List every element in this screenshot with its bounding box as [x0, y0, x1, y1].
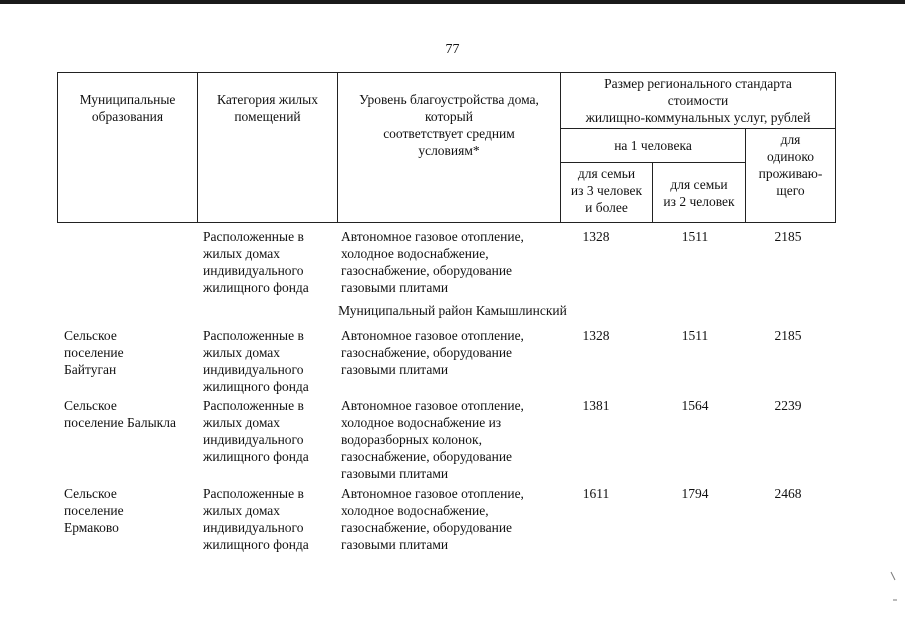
value-family-2: 1564 [681, 398, 709, 413]
category-cell [203, 228, 331, 296]
cell-line: индивидуального [203, 520, 304, 535]
header-single [746, 129, 836, 223]
level-cell [341, 228, 556, 296]
cell-line: Сельское [64, 328, 117, 343]
cell-line: индивидуального [203, 263, 304, 278]
header-text: щего [776, 183, 805, 198]
cell-line: жилых домах [203, 345, 281, 360]
cell-line: поселение [64, 345, 124, 360]
cell-line: газовыми плитами [341, 466, 449, 481]
header-text: Уровень благоустройства дома, [359, 92, 539, 107]
municipality-cell [64, 397, 194, 431]
header-text: и более [585, 200, 628, 215]
category-cell [203, 485, 331, 553]
header-text: Размер регионального стандарта [604, 76, 792, 91]
cell-line: Автономное газовое отопление, [341, 328, 524, 343]
cell-line: индивидуального [203, 432, 304, 447]
level-cell [341, 485, 556, 553]
header-text: который [425, 109, 473, 124]
value-family-3: 1611 [582, 486, 610, 501]
scan-top-border [0, 0, 905, 4]
category-cell [203, 327, 331, 395]
value-family-3: 1328 [582, 328, 610, 343]
header-text: Муниципальные [79, 92, 176, 107]
municipality-cell [64, 327, 194, 378]
cell-line: газовыми плитами [341, 362, 449, 377]
header-standard-size [561, 73, 836, 129]
cell-line: жилищного фонда [203, 537, 309, 552]
cell-line: Автономное газовое отопление, [341, 398, 524, 413]
cell-line: жилищного фонда [203, 449, 309, 464]
cell-line: холодное водоснабжение из [341, 415, 502, 430]
header-text: проживаю- [758, 166, 823, 181]
cell-line: Расположенные в [203, 328, 304, 343]
header-level [338, 73, 561, 223]
value-family-2: 1511 [681, 229, 709, 244]
cell-line: газоснабжение, оборудование [341, 449, 513, 464]
header-text: образования [91, 109, 164, 124]
cell-line: Байтуган [64, 362, 117, 377]
header-text: помещений [234, 109, 301, 124]
cell-line: жилых домах [203, 246, 281, 261]
value-family-3: 1328 [582, 229, 610, 244]
cell-line: жилых домах [203, 503, 281, 518]
header-per-person: на 1 человека [561, 129, 746, 163]
value-family-2: 1511 [681, 328, 709, 343]
cell-line: холодное водоснабжение, [341, 503, 489, 518]
header-text: жилищно-коммунальных услуг, рублей [585, 110, 811, 125]
value-family-2: 1794 [681, 486, 709, 501]
header-text: соответствует средним [383, 126, 515, 141]
table-header [57, 72, 836, 223]
value-single: 2468 [774, 486, 802, 501]
cell-line: Автономное газовое отопление, [341, 229, 524, 244]
level-cell [341, 397, 556, 482]
category-cell [203, 397, 331, 465]
cell-line: газоснабжение, оборудование [341, 345, 513, 360]
cell-line: холодное водоснабжение, [341, 246, 489, 261]
page-number: 77 [445, 42, 460, 57]
cell-line: водоразборных колонок, [341, 432, 482, 447]
value-single: 2185 [774, 229, 802, 244]
municipality-cell [64, 485, 194, 536]
value-family-3: 1381 [582, 398, 610, 413]
cell-line: Расположенные в [203, 486, 304, 501]
header-text: Категория жилых [217, 92, 318, 107]
cell-line: Сельское [64, 486, 117, 501]
header-municipalities [58, 73, 198, 223]
cell-line: газовыми плитами [341, 280, 449, 295]
header-text: для [780, 132, 801, 147]
level-cell [341, 327, 556, 378]
header-text: для семьи [670, 176, 728, 192]
cell-line: Расположенные в [203, 229, 304, 244]
header-text: из 2 человек [663, 193, 735, 209]
cell-line: жилых домах [203, 415, 281, 430]
header-text: для семьи [577, 166, 636, 181]
value-single: 2185 [774, 328, 802, 343]
header-text: из 3 человек [570, 183, 643, 198]
cell-line: поселение Балыкла [64, 415, 176, 430]
cell-line: Ермаково [64, 520, 119, 535]
header-category [198, 73, 338, 223]
value-single: 2239 [774, 398, 802, 413]
cell-line: поселение [64, 503, 124, 518]
header-family-2 [653, 163, 746, 223]
cell-line: газоснабжение, оборудование [341, 263, 513, 278]
header-text: стоимости [667, 93, 729, 108]
cell-line: жилищного фонда [203, 280, 309, 295]
header-family-3 [561, 163, 653, 223]
cell-line: газовыми плитами [341, 537, 449, 552]
cell-line: Расположенные в [203, 398, 304, 413]
cell-line: Автономное газовое отопление, [341, 486, 524, 501]
cell-line: индивидуального [203, 362, 304, 377]
header-text: условиям* [418, 143, 480, 158]
section-title: Муниципальный район Камышлинский [338, 303, 567, 318]
cell-line: газоснабжение, оборудование [341, 520, 513, 535]
scan-artifacts [879, 560, 899, 620]
cell-line: Сельское [64, 398, 117, 413]
cell-line: жилищного фонда [203, 379, 309, 394]
header-text: одиноко [766, 149, 815, 164]
